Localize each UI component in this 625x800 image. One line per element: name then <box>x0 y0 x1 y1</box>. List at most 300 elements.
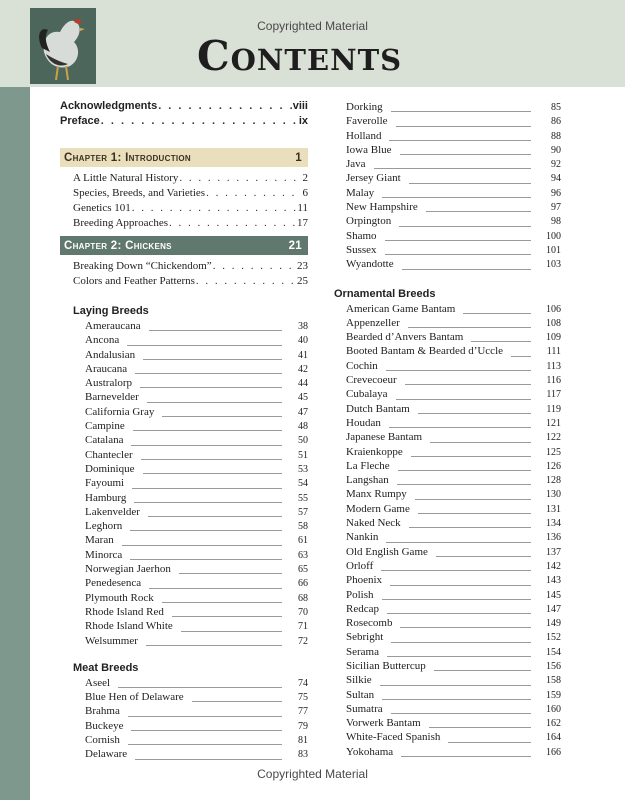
entry-page: 17 <box>297 217 308 229</box>
breed-page: 58 <box>298 521 308 533</box>
leader-line <box>134 502 282 503</box>
breed-entry[interactable] <box>85 620 308 634</box>
leader-line <box>162 416 282 417</box>
breed-entry[interactable] <box>346 488 561 502</box>
breed-page: 145 <box>546 589 561 601</box>
breed-page: 111 <box>546 346 561 358</box>
leader-line <box>128 716 282 717</box>
toc-right-column <box>334 101 561 760</box>
breed-name: Java <box>346 158 366 171</box>
breed-name: Norwegian Jaerhon <box>85 563 171 576</box>
toc-entry[interactable] <box>73 217 308 232</box>
leader-line <box>436 556 531 557</box>
dot-leader <box>213 260 296 272</box>
breed-name: Cochin <box>346 359 378 372</box>
breed-page: 119 <box>546 403 561 415</box>
breed-entry[interactable] <box>85 363 308 377</box>
leader-line <box>418 513 531 514</box>
breed-entry[interactable] <box>346 303 561 317</box>
entry-page: 25 <box>297 275 308 287</box>
entry-page: ix <box>298 115 308 127</box>
breed-entry[interactable] <box>85 349 308 363</box>
breed-entry[interactable] <box>346 703 561 717</box>
breed-entry[interactable] <box>85 635 308 649</box>
breed-page: 44 <box>298 378 308 390</box>
breed-name: Bearded d’Anvers Bantam <box>346 331 464 344</box>
breed-name: Ameraucana <box>85 320 141 332</box>
breed-entry[interactable] <box>85 677 308 691</box>
breed-page: 51 <box>298 449 308 461</box>
breed-page: 53 <box>298 463 308 475</box>
front-matter <box>60 100 308 130</box>
breed-name: Booted Bantam & Bearded d’Uccle <box>346 345 504 358</box>
leader-line <box>118 687 282 688</box>
breed-name: Brahma <box>85 705 120 718</box>
leader-line <box>400 154 531 155</box>
breed-entry[interactable] <box>85 734 308 748</box>
entry-title: Breeding Approaches <box>73 217 168 229</box>
breed-name: Sultan <box>346 688 375 701</box>
breed-page: 68 <box>298 592 308 604</box>
breed-name: Dorking <box>346 101 383 113</box>
breed-entry[interactable] <box>85 406 308 420</box>
leader-line <box>131 445 282 446</box>
breed-entry[interactable] <box>346 660 561 674</box>
leader-line <box>426 211 531 212</box>
breed-page: 131 <box>546 503 561 515</box>
breed-entry[interactable] <box>346 258 561 272</box>
breed-name: Iowa Blue <box>346 143 392 156</box>
toc-left-column <box>60 100 308 763</box>
breed-page: 45 <box>298 392 308 404</box>
breed-page: 41 <box>298 349 308 361</box>
leader-line <box>141 459 282 460</box>
leader-line <box>389 140 531 141</box>
leader-line <box>401 756 531 757</box>
breed-name: Leghorn <box>85 520 123 533</box>
breed-name: Buckeye <box>85 719 124 732</box>
breed-name: Langshan <box>346 474 389 487</box>
breed-entry[interactable] <box>85 563 308 577</box>
leader-line <box>391 642 531 643</box>
breed-name: Old English Game <box>346 545 428 558</box>
breed-page: 103 <box>546 259 561 271</box>
breed-page: 158 <box>546 675 561 687</box>
breed-entry[interactable] <box>85 705 308 719</box>
breed-name: Faverolle <box>346 115 388 128</box>
entry-title: Genetics 101 <box>73 202 131 214</box>
breed-entry[interactable] <box>85 748 308 762</box>
breed-entry[interactable] <box>346 503 561 517</box>
toc-entry[interactable] <box>73 187 308 202</box>
leader-line <box>471 341 531 342</box>
leader-line <box>192 701 282 702</box>
breed-page: 66 <box>298 578 308 590</box>
leader-line <box>381 570 531 571</box>
breed-entry[interactable] <box>346 144 561 158</box>
breed-name: Redcap <box>346 602 379 615</box>
entry-title: Acknowledgments <box>60 100 158 112</box>
breed-name: Dominique <box>85 462 135 475</box>
breed-entry[interactable] <box>346 460 561 474</box>
breed-entry[interactable] <box>85 720 308 734</box>
breed-name: Ancona <box>85 334 120 347</box>
leader-line <box>130 559 282 560</box>
breed-name: Andalusian <box>85 348 136 361</box>
breed-name: Silkie <box>346 674 372 687</box>
leader-line <box>179 573 282 574</box>
breed-entry[interactable] <box>346 617 561 631</box>
breed-name: Kraienkoppe <box>346 445 403 458</box>
breed-name: Manx Rumpy <box>346 488 407 501</box>
breed-entry[interactable] <box>346 417 561 431</box>
breed-entry[interactable] <box>346 215 561 229</box>
laying-breeds-list <box>73 320 308 649</box>
laying-breeds-section <box>60 305 308 649</box>
breed-entry[interactable] <box>346 130 561 144</box>
toc-entry[interactable] <box>73 275 308 290</box>
leader-line <box>411 456 531 457</box>
breed-entry[interactable] <box>346 244 561 258</box>
breed-entry[interactable] <box>85 691 308 705</box>
breed-entry[interactable] <box>346 517 561 531</box>
chapter-title: Chapter 2: Chickens <box>64 239 172 252</box>
leader-line <box>133 430 282 431</box>
breed-name: Barnevelder <box>85 391 139 404</box>
breed-page: 128 <box>546 475 561 487</box>
leader-line <box>162 602 282 603</box>
breed-entry[interactable] <box>85 449 308 463</box>
breed-page: 50 <box>298 435 308 447</box>
toc-entry[interactable] <box>60 115 308 130</box>
leader-line <box>511 356 531 357</box>
breed-name: Phoenix <box>346 574 383 587</box>
breed-entry[interactable] <box>85 492 308 506</box>
breed-name: Crevecoeur <box>346 374 397 387</box>
breed-entry[interactable] <box>346 674 561 688</box>
breed-entry[interactable] <box>346 474 561 488</box>
breed-entry[interactable] <box>346 158 561 172</box>
toc-entry[interactable] <box>60 100 308 115</box>
breed-entry[interactable] <box>346 717 561 731</box>
breed-page: 101 <box>546 244 561 256</box>
breed-name: Chantecler <box>85 448 133 461</box>
breed-page: 70 <box>298 606 308 618</box>
breed-entry[interactable] <box>346 230 561 244</box>
leader-line <box>386 370 531 371</box>
leader-line <box>148 516 282 517</box>
breed-entry[interactable] <box>346 689 561 703</box>
leader-line <box>181 631 282 632</box>
breed-name: Malay <box>346 186 375 199</box>
breed-entry[interactable] <box>346 560 561 574</box>
leader-line <box>434 670 531 671</box>
breed-entry[interactable] <box>346 574 561 588</box>
leader-line <box>391 111 531 112</box>
breed-name: Australorp <box>85 377 133 390</box>
breed-page: 54 <box>298 478 308 490</box>
breed-entry[interactable] <box>85 592 308 606</box>
breed-entry[interactable] <box>85 477 308 491</box>
leader-line <box>396 399 531 400</box>
leader-line <box>387 656 531 657</box>
breed-name: Cubalaya <box>346 388 388 401</box>
breed-entry[interactable] <box>346 101 561 115</box>
breed-page: 71 <box>298 621 308 633</box>
leader-line <box>386 542 531 543</box>
breed-page: 149 <box>546 618 561 630</box>
dot-leader <box>101 115 298 127</box>
breed-name: Wyandotte <box>346 258 394 271</box>
entry-page: viii <box>292 100 308 112</box>
breed-page: 108 <box>546 317 561 329</box>
breed-page: 130 <box>546 489 561 501</box>
leader-line <box>397 484 531 485</box>
dot-leader <box>158 100 292 112</box>
breed-name: Jersey Giant <box>346 172 401 185</box>
breed-name: Rosecomb <box>346 617 393 630</box>
breed-entry[interactable] <box>346 331 561 345</box>
meat-breeds-heading: Meat Breeds <box>73 661 139 674</box>
breed-page: 74 <box>298 677 308 689</box>
breed-page: 79 <box>298 720 308 732</box>
breed-name: Minorca <box>85 548 123 561</box>
breed-name: Japanese Bantam <box>346 431 423 444</box>
breed-entry[interactable] <box>85 506 308 520</box>
breed-name: Delaware <box>85 748 128 761</box>
breed-page: 65 <box>298 564 308 576</box>
breed-name: Fayoumi <box>85 477 125 490</box>
breed-page: 86 <box>551 116 561 128</box>
leader-line <box>398 470 531 471</box>
breed-page: 152 <box>546 632 561 644</box>
leader-line <box>382 699 531 700</box>
chapter-2-sections <box>60 260 308 290</box>
breed-name: Maran <box>85 534 114 547</box>
leader-line <box>135 759 282 760</box>
leader-line <box>140 387 282 388</box>
leader-line <box>130 530 282 531</box>
breed-entry[interactable] <box>85 577 308 591</box>
entry-page: 11 <box>297 202 308 214</box>
breed-entry[interactable] <box>346 631 561 645</box>
breed-name: Araucana <box>85 362 128 375</box>
leader-line <box>128 744 282 745</box>
breed-name: Penedesenca <box>85 577 142 590</box>
breed-entry[interactable] <box>346 187 561 201</box>
leader-line <box>146 645 282 646</box>
breed-entry[interactable] <box>85 320 308 334</box>
breed-name: Houdan <box>346 416 381 429</box>
breed-entry[interactable] <box>346 403 561 417</box>
breed-entry[interactable] <box>346 317 561 331</box>
copyright-watermark-bottom: Copyrighted Material <box>257 767 368 781</box>
breed-entry[interactable] <box>346 731 561 745</box>
breed-entry[interactable] <box>346 603 561 617</box>
toc-entry[interactable] <box>73 202 308 217</box>
breed-entry[interactable] <box>85 420 308 434</box>
breed-name: La Fleche <box>346 459 390 472</box>
dot-leader <box>196 275 296 287</box>
leader-line <box>382 197 531 198</box>
dot-leader <box>132 202 297 214</box>
breed-entry[interactable] <box>346 546 561 560</box>
breed-name: Welsummer <box>85 634 138 647</box>
breed-name: Shamo <box>346 229 377 242</box>
breed-name: Orpington <box>346 215 392 228</box>
breed-page: 55 <box>298 492 308 504</box>
breed-page: 94 <box>551 173 561 185</box>
entry-title: Species, Breeds, and Varieties <box>73 187 206 199</box>
breed-name: New Hampshire <box>346 201 418 214</box>
breed-entry[interactable] <box>346 446 561 460</box>
leader-line <box>415 499 531 500</box>
breed-entry[interactable] <box>85 377 308 391</box>
breed-page: 116 <box>546 375 561 387</box>
breed-name: Rhode Island Red <box>85 605 164 618</box>
breed-page: 88 <box>551 130 561 142</box>
leader-line <box>391 713 531 714</box>
leader-line <box>149 330 282 331</box>
leader-line <box>408 327 531 328</box>
breed-page: 48 <box>298 421 308 433</box>
breed-name: Dutch Bantam <box>346 402 410 415</box>
leader-line <box>143 359 282 360</box>
breed-page: 143 <box>546 575 561 587</box>
page-title: Contents <box>197 32 403 80</box>
breed-page: 40 <box>298 335 308 347</box>
leader-line <box>409 527 531 528</box>
leader-line <box>122 545 282 546</box>
breed-entry[interactable] <box>346 172 561 186</box>
leader-line <box>430 442 531 443</box>
breed-entry[interactable] <box>346 345 561 359</box>
breed-entry[interactable] <box>85 391 308 405</box>
breed-entry[interactable] <box>346 746 561 760</box>
chapter-2-heading[interactable] <box>60 236 308 255</box>
meat-breeds-section <box>60 662 308 763</box>
breed-entry[interactable] <box>85 534 308 548</box>
breed-page: 97 <box>551 202 561 214</box>
breed-name: Sicilian Buttercup <box>346 659 426 672</box>
chapter-1-heading[interactable] <box>60 148 308 167</box>
breed-page: 106 <box>546 303 561 315</box>
toc-entry[interactable] <box>73 172 308 187</box>
breed-page: 126 <box>546 460 561 472</box>
breed-name: Rhode Island White <box>85 620 173 633</box>
breed-name: Lakenvelder <box>85 505 140 518</box>
leader-line <box>418 413 531 414</box>
breed-name: Plymouth Rock <box>85 591 154 604</box>
breed-page: 77 <box>298 706 308 718</box>
leader-line <box>374 168 531 169</box>
entry-page: 23 <box>297 260 308 272</box>
breed-name: White-Faced Spanish <box>346 731 441 744</box>
breed-entry[interactable] <box>85 334 308 348</box>
dot-leader <box>179 172 301 184</box>
leader-line <box>147 402 282 403</box>
breed-page: 96 <box>551 187 561 199</box>
leader-line <box>387 613 531 614</box>
breed-page: 63 <box>298 549 308 561</box>
breed-entry[interactable] <box>346 431 561 445</box>
breed-page: 125 <box>546 446 561 458</box>
breed-page: 92 <box>551 159 561 171</box>
breed-entry[interactable] <box>346 589 561 603</box>
breed-name: Orloff <box>346 559 374 572</box>
breed-page: 42 <box>298 363 308 375</box>
breed-entry[interactable] <box>346 388 561 402</box>
leader-line <box>399 226 531 227</box>
breed-page: 75 <box>298 692 308 704</box>
breed-page: 109 <box>546 332 561 344</box>
entry-page: 2 <box>302 172 308 184</box>
breed-entry[interactable] <box>85 549 308 563</box>
breed-page: 47 <box>298 406 308 418</box>
breed-name: Campine <box>85 420 125 433</box>
breed-page: 90 <box>551 144 561 156</box>
leader-line <box>385 254 531 255</box>
leader-line <box>429 727 531 728</box>
breed-entry[interactable] <box>346 201 561 215</box>
leader-line <box>132 488 282 489</box>
breed-name: Sebright <box>346 631 384 644</box>
leader-line <box>402 269 531 270</box>
breed-page: 81 <box>298 735 308 747</box>
breed-entry[interactable] <box>346 531 561 545</box>
breed-entry[interactable] <box>85 606 308 620</box>
breed-entry[interactable] <box>346 646 561 660</box>
chapter-1-sections <box>60 172 308 232</box>
ornamental-breeds-list <box>334 303 561 761</box>
breed-page: 72 <box>298 635 308 647</box>
breed-name: Yokohama <box>346 745 394 758</box>
meat-breeds-list <box>73 677 308 763</box>
leader-line <box>149 588 282 589</box>
entry-title: A Little Natural History <box>73 172 179 184</box>
breed-page: 100 <box>546 230 561 242</box>
breed-entry[interactable] <box>346 374 561 388</box>
leader-line <box>390 585 531 586</box>
dot-leader <box>169 217 296 229</box>
breed-name: Catalana <box>85 434 124 447</box>
leader-line <box>448 742 531 743</box>
breed-page: 142 <box>546 560 561 572</box>
breed-entry[interactable] <box>85 434 308 448</box>
chapter-page: 1 <box>295 151 302 164</box>
breed-entry[interactable] <box>85 463 308 477</box>
laying-breeds-heading: Laying Breeds <box>73 305 149 317</box>
leader-line <box>385 240 531 241</box>
breed-name: California Gray <box>85 405 155 418</box>
breed-page: 164 <box>546 732 561 744</box>
breed-entry[interactable] <box>346 115 561 129</box>
breed-entry[interactable] <box>346 360 561 374</box>
breed-entry[interactable] <box>85 520 308 534</box>
toc-entry[interactable] <box>73 260 308 275</box>
breed-page: 154 <box>546 646 561 658</box>
leader-line <box>409 183 531 184</box>
breed-name: Serama <box>346 645 379 658</box>
breed-name: American Game Bantam <box>346 302 456 315</box>
breed-page: 98 <box>551 216 561 228</box>
copyright-watermark-top: Copyrighted Material <box>257 19 368 33</box>
entry-title: Preface <box>60 115 100 127</box>
breed-page: 136 <box>546 532 561 544</box>
entry-title: Colors and Feather Patterns <box>73 275 195 287</box>
entry-title: Breaking Down “Chickendom” <box>73 260 212 272</box>
breed-page: 137 <box>546 546 561 558</box>
